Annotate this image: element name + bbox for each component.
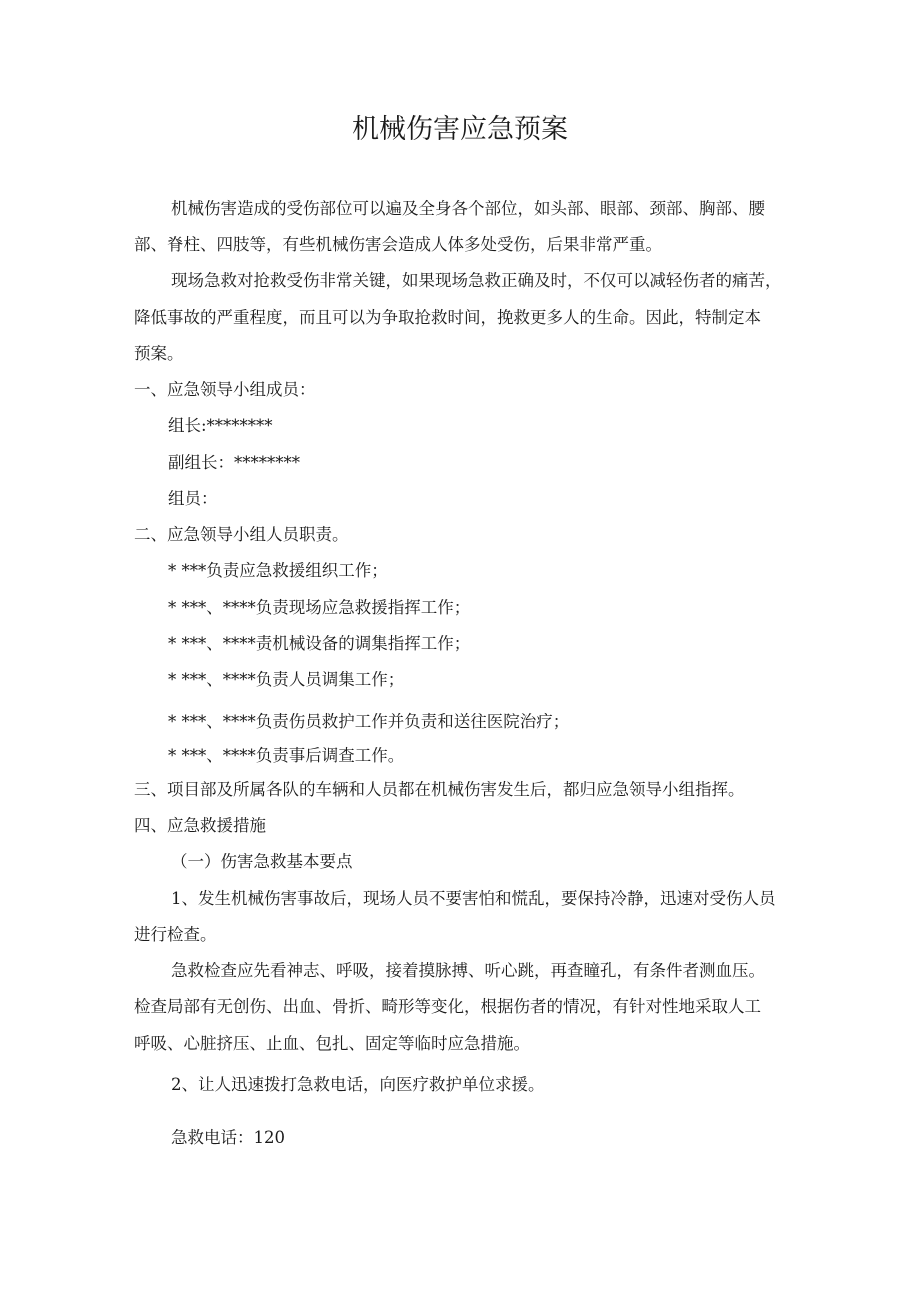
section-1-heading: 一、应急领导小组成员： xyxy=(134,380,316,399)
intro-paragraph-2-line-1: 现场急救对抢救受伤非常关键，如果现场急救正确及时，不仅可以减轻伤者的痛苦， xyxy=(171,271,782,290)
check-paragraph-line-1: 急救检查应先看神志、呼吸，接着摸脉搏、听心跳，再查瞳孔，有条件者测血压。 xyxy=(171,961,765,980)
duty-item: * ***负责应急救援组织工作； xyxy=(168,561,388,580)
section-4-heading: 四、应急救援措施 xyxy=(134,816,266,835)
point-1-line-2: 进行检查。 xyxy=(134,925,217,944)
team-members: 组员： xyxy=(168,489,218,508)
intro-paragraph-2-line-3: 预案。 xyxy=(134,344,184,363)
intro-paragraph-1-line-1: 机械伤害造成的受伤部位可以遍及全身各个部位，如头部、眼部、颈部、胸部、腰 xyxy=(171,199,765,218)
duty-item: * ***、****负责现场应急救援指挥工作； xyxy=(168,598,471,617)
intro-paragraph-2-line-2: 降低事故的严重程度，而且可以为争取抢救时间，挽救更多人的生命。因此，特制定本 xyxy=(134,308,761,327)
duty-item: * ***、****负责伤员救护工作并负责和送往医院治疗； xyxy=(168,712,570,731)
section-3-heading: 三、项目部及所属各队的车辆和人员都在机械伤害发生后，都归应急领导小组指挥。 xyxy=(134,780,745,799)
check-paragraph-line-3: 呼吸、心脏挤压、止血、包扎、固定等临时应急措施。 xyxy=(134,1034,530,1053)
deputy-team-leader: 副组长：******** xyxy=(168,453,300,472)
duty-item: * ***、****负责事后调查工作。 xyxy=(168,746,405,765)
check-paragraph-line-2: 检查局部有无创伤、出血、骨折、畸形等变化，根据伤者的情况，有针对性地采取人工 xyxy=(134,997,761,1016)
duty-item: * ***、****责机械设备的调集指挥工作； xyxy=(168,634,471,653)
point-2: 2、让人迅速拨打急救电话，向医疗救护单位求援。 xyxy=(171,1075,545,1094)
point-1-line-1: 1、发生机械伤害事故后，现场人员不要害怕和慌乱，要保持冷静，迅速对受伤人员 xyxy=(171,889,776,908)
intro-paragraph-1-line-2: 部、脊柱、四肢等，有些机械伤害会造成人体多处受伤，后果非常严重。 xyxy=(134,235,662,254)
document-title: 机械伤害应急预案 xyxy=(352,114,568,145)
team-leader: 组长:******** xyxy=(168,416,273,435)
duty-item: * ***、****负责人员调集工作； xyxy=(168,670,405,689)
emergency-phone: 急救电话：120 xyxy=(171,1128,285,1147)
subsection-1-heading: （一）伤害急救基本要点 xyxy=(171,852,353,871)
section-2-heading: 二、应急领导小组人员职责。 xyxy=(134,525,349,544)
